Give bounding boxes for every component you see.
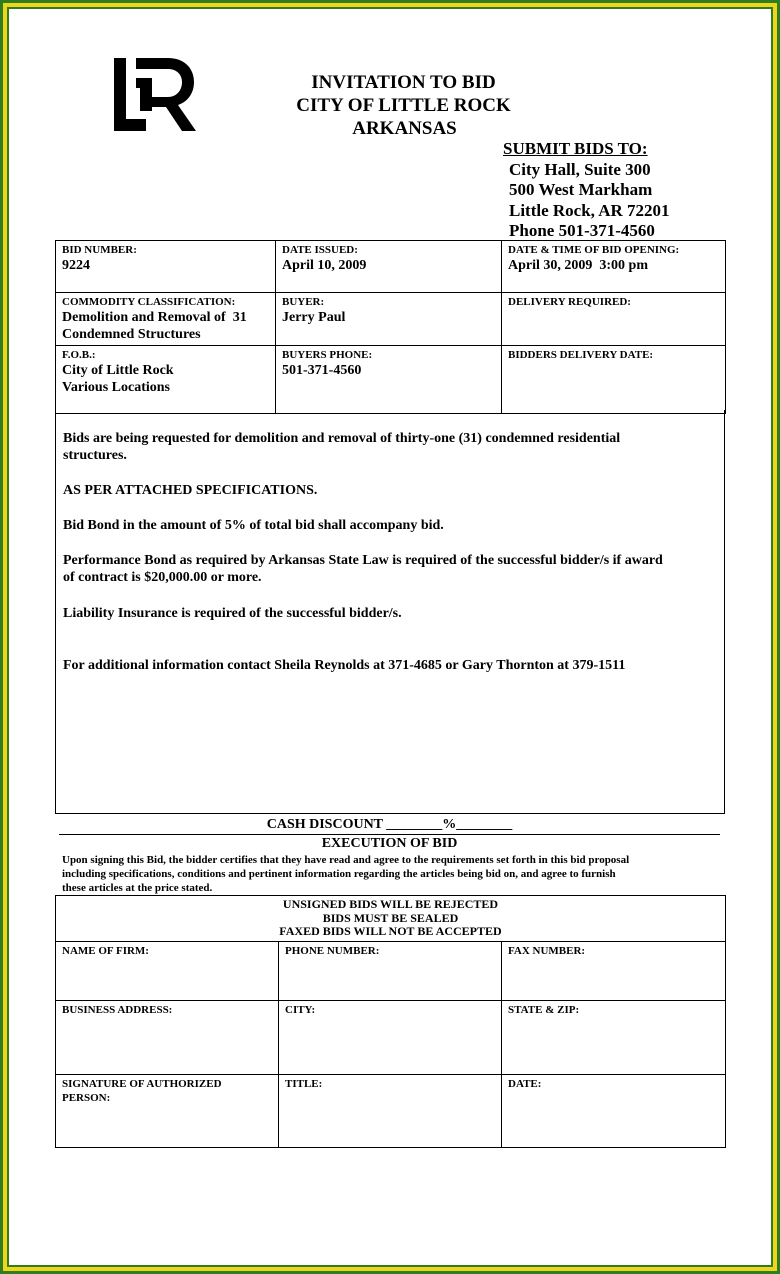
commodity-value: Condemned Structures (62, 327, 201, 342)
commodity-cell (56, 293, 276, 346)
fax-number-field[interactable] (502, 941, 726, 1000)
execution-table (55, 895, 726, 1148)
bid-number-label: BID NUMBER: (62, 244, 137, 256)
liability-insurance-note: Liability Insurance is required of the successful bidder/s. (63, 606, 402, 621)
city-logo (112, 56, 196, 133)
title-label: TITLE: (285, 1077, 323, 1090)
title-line: ARKANSAS (352, 118, 457, 139)
buyer-label: BUYER: (282, 296, 325, 308)
title-line: CITY OF LITTLE ROCK (296, 95, 511, 116)
document-title (251, 71, 556, 140)
date-label: DATE: (508, 1077, 542, 1090)
fob-cell (56, 346, 276, 414)
state-zip-label: STATE & ZIP: (508, 1003, 580, 1016)
delivery-required-label: DELIVERY REQUIRED: (508, 296, 631, 308)
delivery-required-cell (502, 293, 726, 346)
phone-number-label: PHONE NUMBER: (285, 944, 380, 957)
commodity-value: Demolition and Removal of 31 (62, 310, 247, 325)
signature-label: SIGNATURE OF AUTHORIZED (62, 1077, 222, 1090)
bid-opening-cell (502, 241, 726, 293)
performance-bond-line: Performance Bond as required by Arkansas State Law is required of the successful bidder/s if award (63, 553, 663, 568)
date-field[interactable] (502, 1074, 726, 1147)
performance-bond-line: of contract is $20,000.00 or more. (63, 570, 262, 585)
submit-address-line: City Hall, Suite 300 (509, 159, 651, 179)
fob-label: F.O.B.: (62, 349, 96, 361)
fob-value: City of Little Rock (62, 363, 174, 378)
fob-value: Various Locations (62, 380, 171, 395)
contact-info: For additional information contact Sheila Reynolds at 371-4685 or Gary Thornton at 379-1511 (63, 658, 626, 673)
notice-line: BIDS MUST BE SEALED (322, 910, 459, 925)
title-line: INVITATION TO BID (311, 72, 496, 93)
notice-line: FAXED BIDS WILL NOT BE ACCEPTED (279, 924, 502, 938)
certification-text (62, 853, 722, 895)
description-line: structures. (63, 448, 127, 463)
name-of-firm-label: NAME OF FIRM: (62, 944, 149, 957)
submit-address-line: 500 West Markham (509, 180, 653, 199)
phone-number-field[interactable] (279, 941, 502, 1000)
bid-number-value: 9224 (62, 258, 90, 273)
signature-label: PERSON: (62, 1091, 111, 1104)
bid-info-table (55, 240, 726, 414)
buyer-cell (276, 293, 502, 346)
title-field[interactable] (279, 1074, 502, 1147)
description-line: Bids are being requested for demolition and removal of thirty-one (31) condemned residential (63, 431, 621, 446)
city-field[interactable] (279, 1000, 502, 1074)
bid-opening-label: DATE & TIME OF BID OPENING: (508, 244, 680, 256)
bid-bond-note: Bid Bond in the amount of 5% of total bid shall accompany bid. (63, 518, 444, 533)
execution-title: EXECUTION OF BID (321, 836, 458, 851)
business-address-field[interactable] (56, 1000, 279, 1074)
buyers-phone-label: BUYERS PHONE: (282, 349, 373, 361)
document-page (11, 11, 769, 1263)
date-issued-value: April 10, 2009 (282, 258, 367, 273)
certification-line: including specifications, conditions and pertinent information regarding the articles being bid on, and agree to furnish (62, 868, 616, 880)
date-issued-label: DATE ISSUED: (282, 244, 358, 256)
notice-line: UNSIGNED BIDS WILL BE REJECTED (282, 897, 499, 911)
description-paragraph (63, 430, 713, 464)
performance-bond-note (63, 552, 713, 586)
submit-address-line: Little Rock, AR 72201 (509, 200, 670, 220)
bidders-delivery-label: BIDDERS DELIVERY DATE: (508, 349, 654, 361)
commodity-label: COMMODITY CLASSIFICATION: (62, 296, 236, 308)
business-address-label: BUSINESS ADDRESS: (62, 1003, 173, 1016)
cash-discount: CASH DISCOUNT ________%________ (59, 816, 720, 835)
submit-title: SUBMIT BIDS TO: (503, 139, 648, 158)
certification-line: these articles at the price stated. (62, 882, 213, 894)
buyers-phone-cell (276, 346, 502, 414)
city-label: CITY: (285, 1003, 316, 1016)
submit-bids-to (501, 139, 670, 242)
specifications-note: AS PER ATTACHED SPECIFICATIONS. (63, 483, 318, 498)
buyer-value: Jerry Paul (282, 310, 346, 325)
fax-number-label: FAX NUMBER: (508, 944, 586, 957)
name-of-firm-field[interactable] (56, 941, 279, 1000)
certification-line: Upon signing this Bid, the bidder certifies that they have read and agree to the requirements set forth in this bid proposal (62, 854, 630, 866)
bid-notices (56, 896, 726, 942)
bidders-delivery-cell (502, 346, 726, 414)
signature-field[interactable] (56, 1074, 279, 1147)
submit-phone: Phone 501-371-4560 (509, 221, 655, 240)
bid-number-cell (56, 241, 276, 293)
state-zip-field[interactable] (502, 1000, 726, 1074)
date-issued-cell (276, 241, 502, 293)
bid-description-box (55, 410, 725, 814)
bid-opening-value: April 30, 2009 3:00 pm (508, 258, 648, 273)
buyers-phone-value: 501-371-4560 (282, 363, 362, 378)
